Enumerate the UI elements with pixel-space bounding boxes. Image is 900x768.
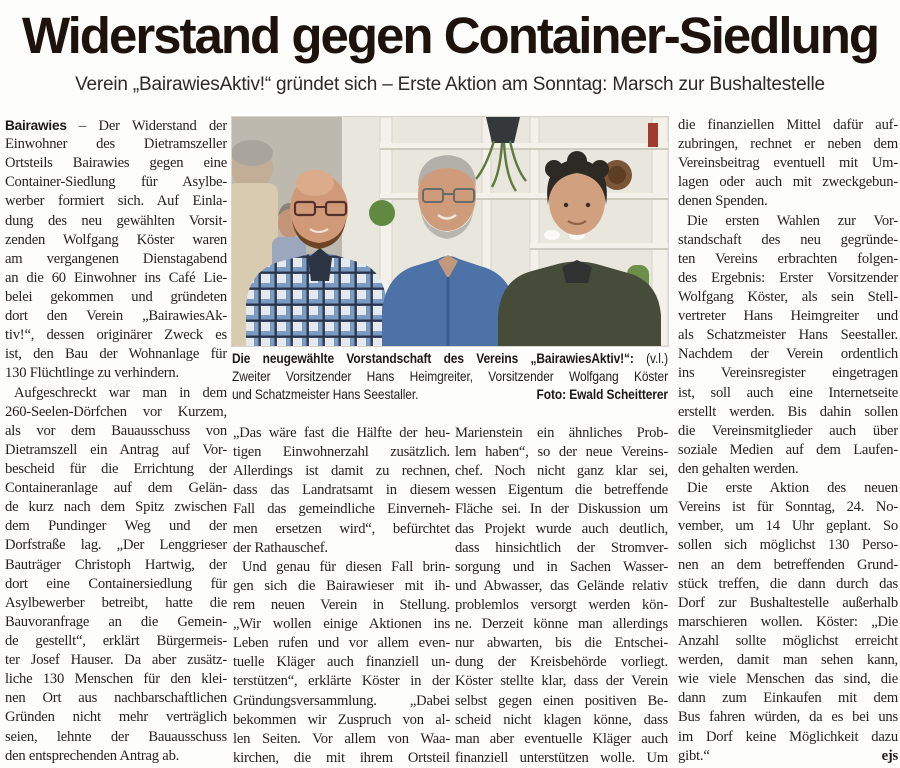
- text-line: das Projekt wurde auch deutlich,: [455, 520, 668, 537]
- text-line: dem Pundinger Weg und der: [5, 518, 227, 535]
- article-headline: Widerstand gegen Container-Siedlung: [21, 7, 879, 64]
- text-line: des Ergebnis: Erster Vorsitzender: [678, 269, 898, 286]
- text-line: standschaft des neu gegründe-: [678, 231, 898, 248]
- photo-illustration: [232, 117, 668, 346]
- text-line: ten Vereins erbrachten folgen-: [678, 250, 898, 267]
- text-line: ejs gibt.“: [678, 747, 898, 766]
- text-line: ist, soll auch eine Internetseite: [678, 384, 898, 401]
- photo-caption-text: [232, 350, 668, 404]
- text-line: rem neuen Verein in Stellung.: [233, 596, 450, 613]
- text-line: dass hinsichtlich der Stromver-: [455, 539, 668, 556]
- text-line: gen sich die Bairawieser mit ih-: [233, 577, 450, 594]
- text-line: scheid nicht klagen könne, dass: [455, 711, 668, 728]
- text-line: bescheid für die Errichtung der: [5, 460, 227, 477]
- text-line: als Schatzmeister Hans Seestaller.: [678, 327, 898, 344]
- text-line: Die ersten Wahlen zur Vor-: [687, 212, 898, 229]
- text-line: Bus fahren würden, da es bei uns: [678, 709, 898, 726]
- text-line: 260-Seelen-Dörfchen vor Kurzem,: [5, 403, 227, 420]
- text-line: Dorfstraße lag. „Der Lenggrieser: [5, 537, 227, 554]
- text-line: dung der Kreisbehörde vorliegt.: [455, 654, 668, 671]
- article-column-1: [5, 116, 227, 766]
- text-line: dort den Verein „BairawiesAk-: [5, 308, 227, 325]
- text-line: Bairawies – Der Widerstand der: [5, 118, 227, 134]
- text-line: seien, lehnte der Bauausschuss: [5, 728, 227, 745]
- text-line: ter Josef Hauser. Da aber zusätz-: [5, 652, 227, 669]
- text-line: „Das wäre fast die Hälfte der heu-: [233, 425, 450, 441]
- text-line: und Abwasser, das Gelände relativ: [455, 577, 668, 594]
- text-line: wessen Eigentum die betreffende: [455, 482, 668, 499]
- text-line: nen an dem betreffenden Grund-: [678, 556, 898, 573]
- text-line: nur abwarten, bis die Entschei-: [455, 635, 668, 652]
- text-line: der Rathauschef.: [233, 539, 328, 556]
- text-line: dann zum Einkaufen mit dem: [678, 690, 898, 707]
- text-line: Wolfgang Köster, als sein Stell-: [678, 288, 898, 305]
- text-line: Zweiter Vorsitzender Hans Heimgreiter, Vorsitzender Wolfgang Köster: [232, 369, 668, 384]
- text-line: Anzahl sollte möglichst erreicht: [678, 632, 898, 649]
- text-line: „Wir wollen einige Aktionen ins: [233, 616, 450, 633]
- text-line: zubringen, rechnet er neben dem: [678, 136, 898, 153]
- text-line: sorgung und in Sachen Wasser-: [455, 558, 668, 575]
- text-line: Die neugewählte Vorstandschaft des Vereins „BairawiesAktiv!“: (v.l.): [232, 351, 668, 366]
- text-line: ins Vereinsregister eingetragen: [678, 365, 898, 382]
- text-line: Containeranlage auf dem Gelän-: [5, 480, 227, 497]
- text-line: Gründen nicht mehr verträglich: [5, 709, 227, 726]
- text-line: denen Spenden.: [678, 193, 768, 210]
- text-line: chef. Noch nicht ganz klar sei,: [455, 463, 668, 480]
- text-line: zenden Wolfgang Köster waren: [5, 231, 227, 248]
- text-line: 130 Flüchtlinge zu verhindern.: [5, 365, 179, 382]
- right-aligned-credit: Foto: Ewald Scheitterer: [536, 387, 668, 402]
- text-line: ist, den Bau der Wohnanlage für: [5, 346, 227, 363]
- text-line: den entsprechenden Antrag ab.: [5, 747, 180, 764]
- text-line: Einwohner des Dietramszeller: [5, 136, 227, 153]
- green-vase-left: [369, 200, 395, 226]
- text-line: kirchen, die mit ihrem Ortsteil: [233, 749, 450, 766]
- text-line: Gründungsversammlung. „Dabei: [233, 692, 450, 709]
- bold-lead-in: Die neugewählte Vorstandschaft des Vereins „BairawiesAktiv!“:: [232, 351, 634, 366]
- text-line: im Dorf keine Möglichkeit dazu: [678, 728, 898, 745]
- text-line: Vereins ist für Sonntag, 24. No-: [678, 499, 898, 516]
- text-line: problemlos versorgt werden kön-: [455, 596, 668, 613]
- text-line: liche 130 Menschen für den klei-: [5, 671, 227, 688]
- text-line: Leben rufen und vor allem even-: [233, 635, 450, 652]
- text-line: vertreter Hans Heimgreiter und: [678, 308, 898, 325]
- text-line: marschieren wollen. Köster: „Die: [678, 613, 898, 630]
- text-line: Nachdem der Verein ordentlich: [678, 346, 898, 363]
- text-line: Aufgeschreckt war man in dem: [14, 384, 227, 401]
- text-line: bekommen wir Zuspruch von al-: [233, 711, 450, 728]
- text-line: tuelle Kläger auch finanziell un-: [233, 654, 450, 671]
- text-line: Bauträger Christoph Hartwig, der: [5, 556, 227, 573]
- text-line: erstellt werden. Bis dahin sollen: [678, 403, 898, 420]
- text-line: finanziell unterstützen wolle. Um: [455, 749, 668, 766]
- photo-caption: [232, 350, 668, 406]
- text-line: tiv!“, dessen originärer Zweck es: [5, 327, 227, 344]
- article-photo: [232, 117, 668, 346]
- article-subhead: Verein „BairawiesAktiv!“ gründet sich – Erste Aktion am Sonntag: Marsch zur Bushaltestelle: [75, 74, 825, 95]
- text-line: nen Ort aus nachbarschaftlichen: [5, 690, 227, 707]
- text-line: Container-Siedlung für Asylbe-: [5, 174, 227, 191]
- text-line: soziale Medien auf dem Laufen-: [678, 441, 898, 458]
- text-line: am vergangenen Dienstagabend: [5, 250, 227, 267]
- text-line: terstützen“, erklärte Köster in der: [233, 673, 450, 690]
- text-line: dass das Landratsamt in diesem: [233, 482, 450, 499]
- text-line: werber formiert sich. Auf Einla-: [5, 193, 227, 210]
- text-line: lagen oder auch mit zweckgebun-: [678, 174, 898, 191]
- text-line: an die 60 Einwohner ins Café Lie-: [5, 269, 227, 286]
- text-line: wie viele Menschen das sind, die: [678, 671, 898, 688]
- text-line: die Vereinsmitglieder auch über: [678, 422, 898, 439]
- text-line: de kurz nach dem Spitz zwischen: [5, 499, 227, 516]
- text-line: Asylbewerber betreibt, hatte die: [5, 594, 227, 611]
- text-line: werden, damit man sehen kann,: [678, 652, 898, 669]
- text-line: die finanziellen Mittel dafür auf-: [678, 117, 898, 133]
- text-line: sollen sich möglichst 130 Perso-: [678, 537, 898, 554]
- text-line: Köster stellte klar, dass der Verein: [455, 673, 668, 690]
- text-line: men ersetzen wird“, befürchtet: [233, 520, 450, 537]
- text-line: als vor dem Bauausschuss von: [5, 422, 227, 439]
- text-line: stück treffen, die dann durch das: [678, 575, 898, 592]
- text-line: tigen Einwohnerzahl zusätzlich.: [233, 444, 450, 461]
- text-line: dort eine Containersiedlung für: [5, 575, 227, 592]
- text-line: vember, um 14 Uhr geplant. So: [678, 518, 898, 535]
- text-line: den gehalten werden.: [678, 460, 799, 477]
- text-line: ne. Derzeit könne man allerdings: [455, 616, 668, 633]
- text-line: dung des neu gewählten Vorsit-: [5, 212, 227, 229]
- text-line: belei gekommen und gründeten: [5, 288, 227, 305]
- text-line: Fläche sei. In der Diskussion um: [455, 501, 668, 518]
- article-column-3: [455, 424, 668, 768]
- text-line: Marienstein ein ähnliches Prob-: [455, 425, 668, 441]
- text-line: Die erste Aktion des neuen: [687, 480, 898, 497]
- article-column-2: [233, 424, 450, 768]
- article-column-4: [678, 116, 898, 766]
- text-line: selbst gegen einen positiven Be-: [455, 692, 668, 709]
- text-line: Bauvoranfrage an die Gemein-: [5, 613, 227, 630]
- text-line: Dietramszell ein Antrag auf Vor-: [5, 441, 227, 458]
- red-item: [648, 123, 658, 147]
- text-line: Fall das gemeindliche Einverneh-: [233, 501, 450, 518]
- text-line: de gestellt“, erklärt Bürgermeis-: [5, 632, 227, 649]
- text-line: len Seiten. Vor allem von Waa-: [233, 730, 450, 747]
- right-aligned-credit: ejs: [881, 747, 898, 764]
- text-line: Foto: Ewald Scheitterer und Schatzmeister Hans Seestaller.: [232, 387, 668, 402]
- text-line: Ortsteils Bairawies gegen eine: [5, 155, 227, 172]
- text-line: Und genau für diesen Fall brin-: [242, 558, 450, 575]
- text-line: man aber eventuelle Kläger auch: [455, 730, 668, 747]
- text-line: lem haben“, so der neue Vereins-: [455, 444, 668, 461]
- text-line: Dorf zur Bushaltestelle außerhalb: [678, 594, 898, 611]
- bold-lead-in: Bairawies: [5, 118, 67, 133]
- text-line: Vereinsbeitrag eventuell mit Um-: [678, 155, 898, 172]
- text-line: Allerdings ist damit zu rechnen,: [233, 463, 450, 480]
